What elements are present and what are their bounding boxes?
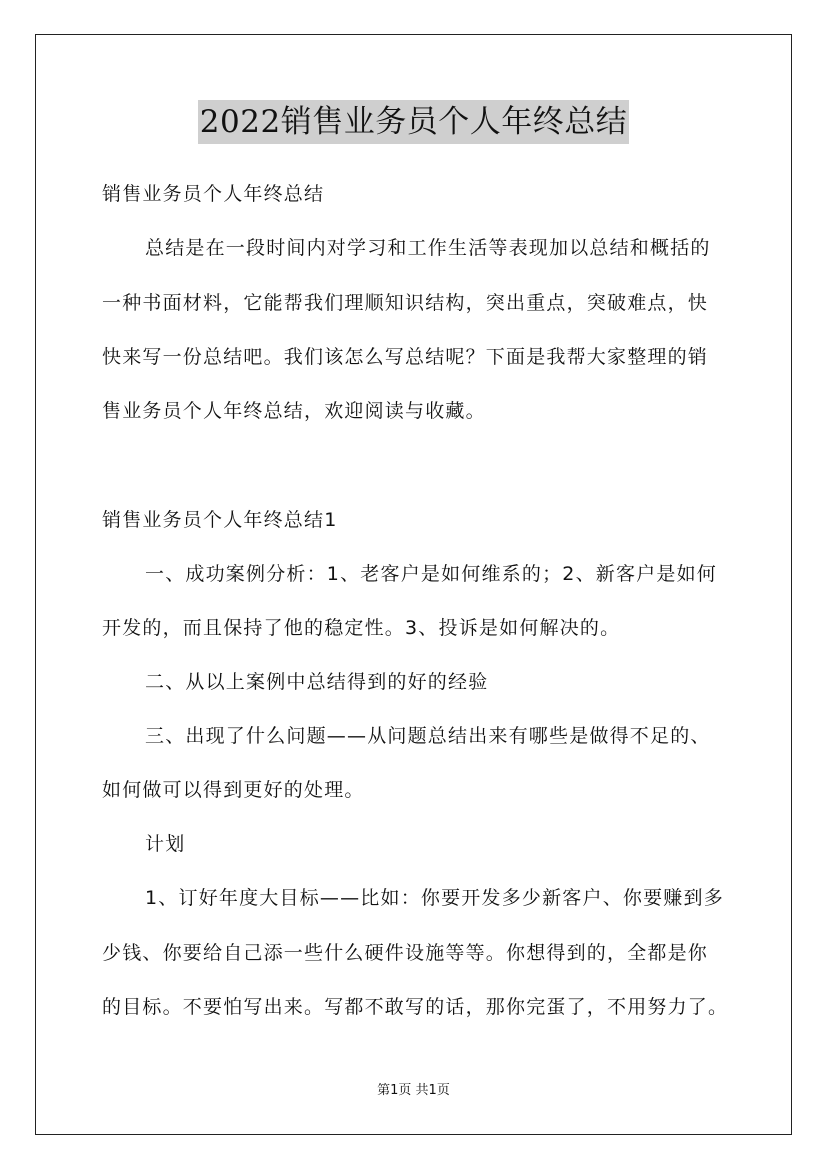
paragraph-line: 三、出现了什么问题——从问题总结出来有哪些是做得不足的、	[145, 725, 711, 747]
paragraph-line: 少钱、你要给自己添一些什么硬件设施等等。你想得到的，全都是你	[102, 942, 709, 964]
document-title: 2022销售业务员个人年终总结	[198, 100, 629, 144]
paragraph-line: 一、成功案例分析：1、老客户是如何维系的；2、新客户是如何	[145, 563, 717, 585]
paragraph-line: 一种书面材料，它能帮我们理顺知识结构，突出重点，突破难点，快	[102, 292, 709, 314]
paragraph-line: 的目标。不要怕写出来。写都不敢写的话，那你完蛋了，不用努力了。	[102, 996, 729, 1018]
paragraph-line: 快来写一份总结吧。我们该怎么写总结呢？下面是我帮大家整理的销	[102, 346, 709, 368]
section-heading: 销售业务员个人年终总结1	[102, 509, 338, 531]
heading-line: 销售业务员个人年终总结	[102, 183, 325, 205]
document-title-block	[0, 100, 827, 144]
paragraph-line: 二、从以上案例中总结得到的好的经验	[145, 671, 489, 693]
paragraph-line: 1、订好年度大目标——比如：你要开发多少新客户、你要赚到多	[145, 887, 724, 909]
paragraph-line: 售业务员个人年终总结，欢迎阅读与收藏。	[102, 400, 486, 422]
paragraph-line: 如何做可以得到更好的处理。	[102, 779, 365, 801]
paragraph-line: 总结是在一段时间内对学习和工作生活等表现加以总结和概括的	[145, 237, 711, 259]
paragraph-line: 开发的，而且保持了他的稳定性。3、投诉是如何解决的。	[102, 617, 621, 639]
paragraph-line: 计划	[145, 833, 186, 855]
page-number-footer: 第1页 共1页	[377, 1083, 450, 1098]
